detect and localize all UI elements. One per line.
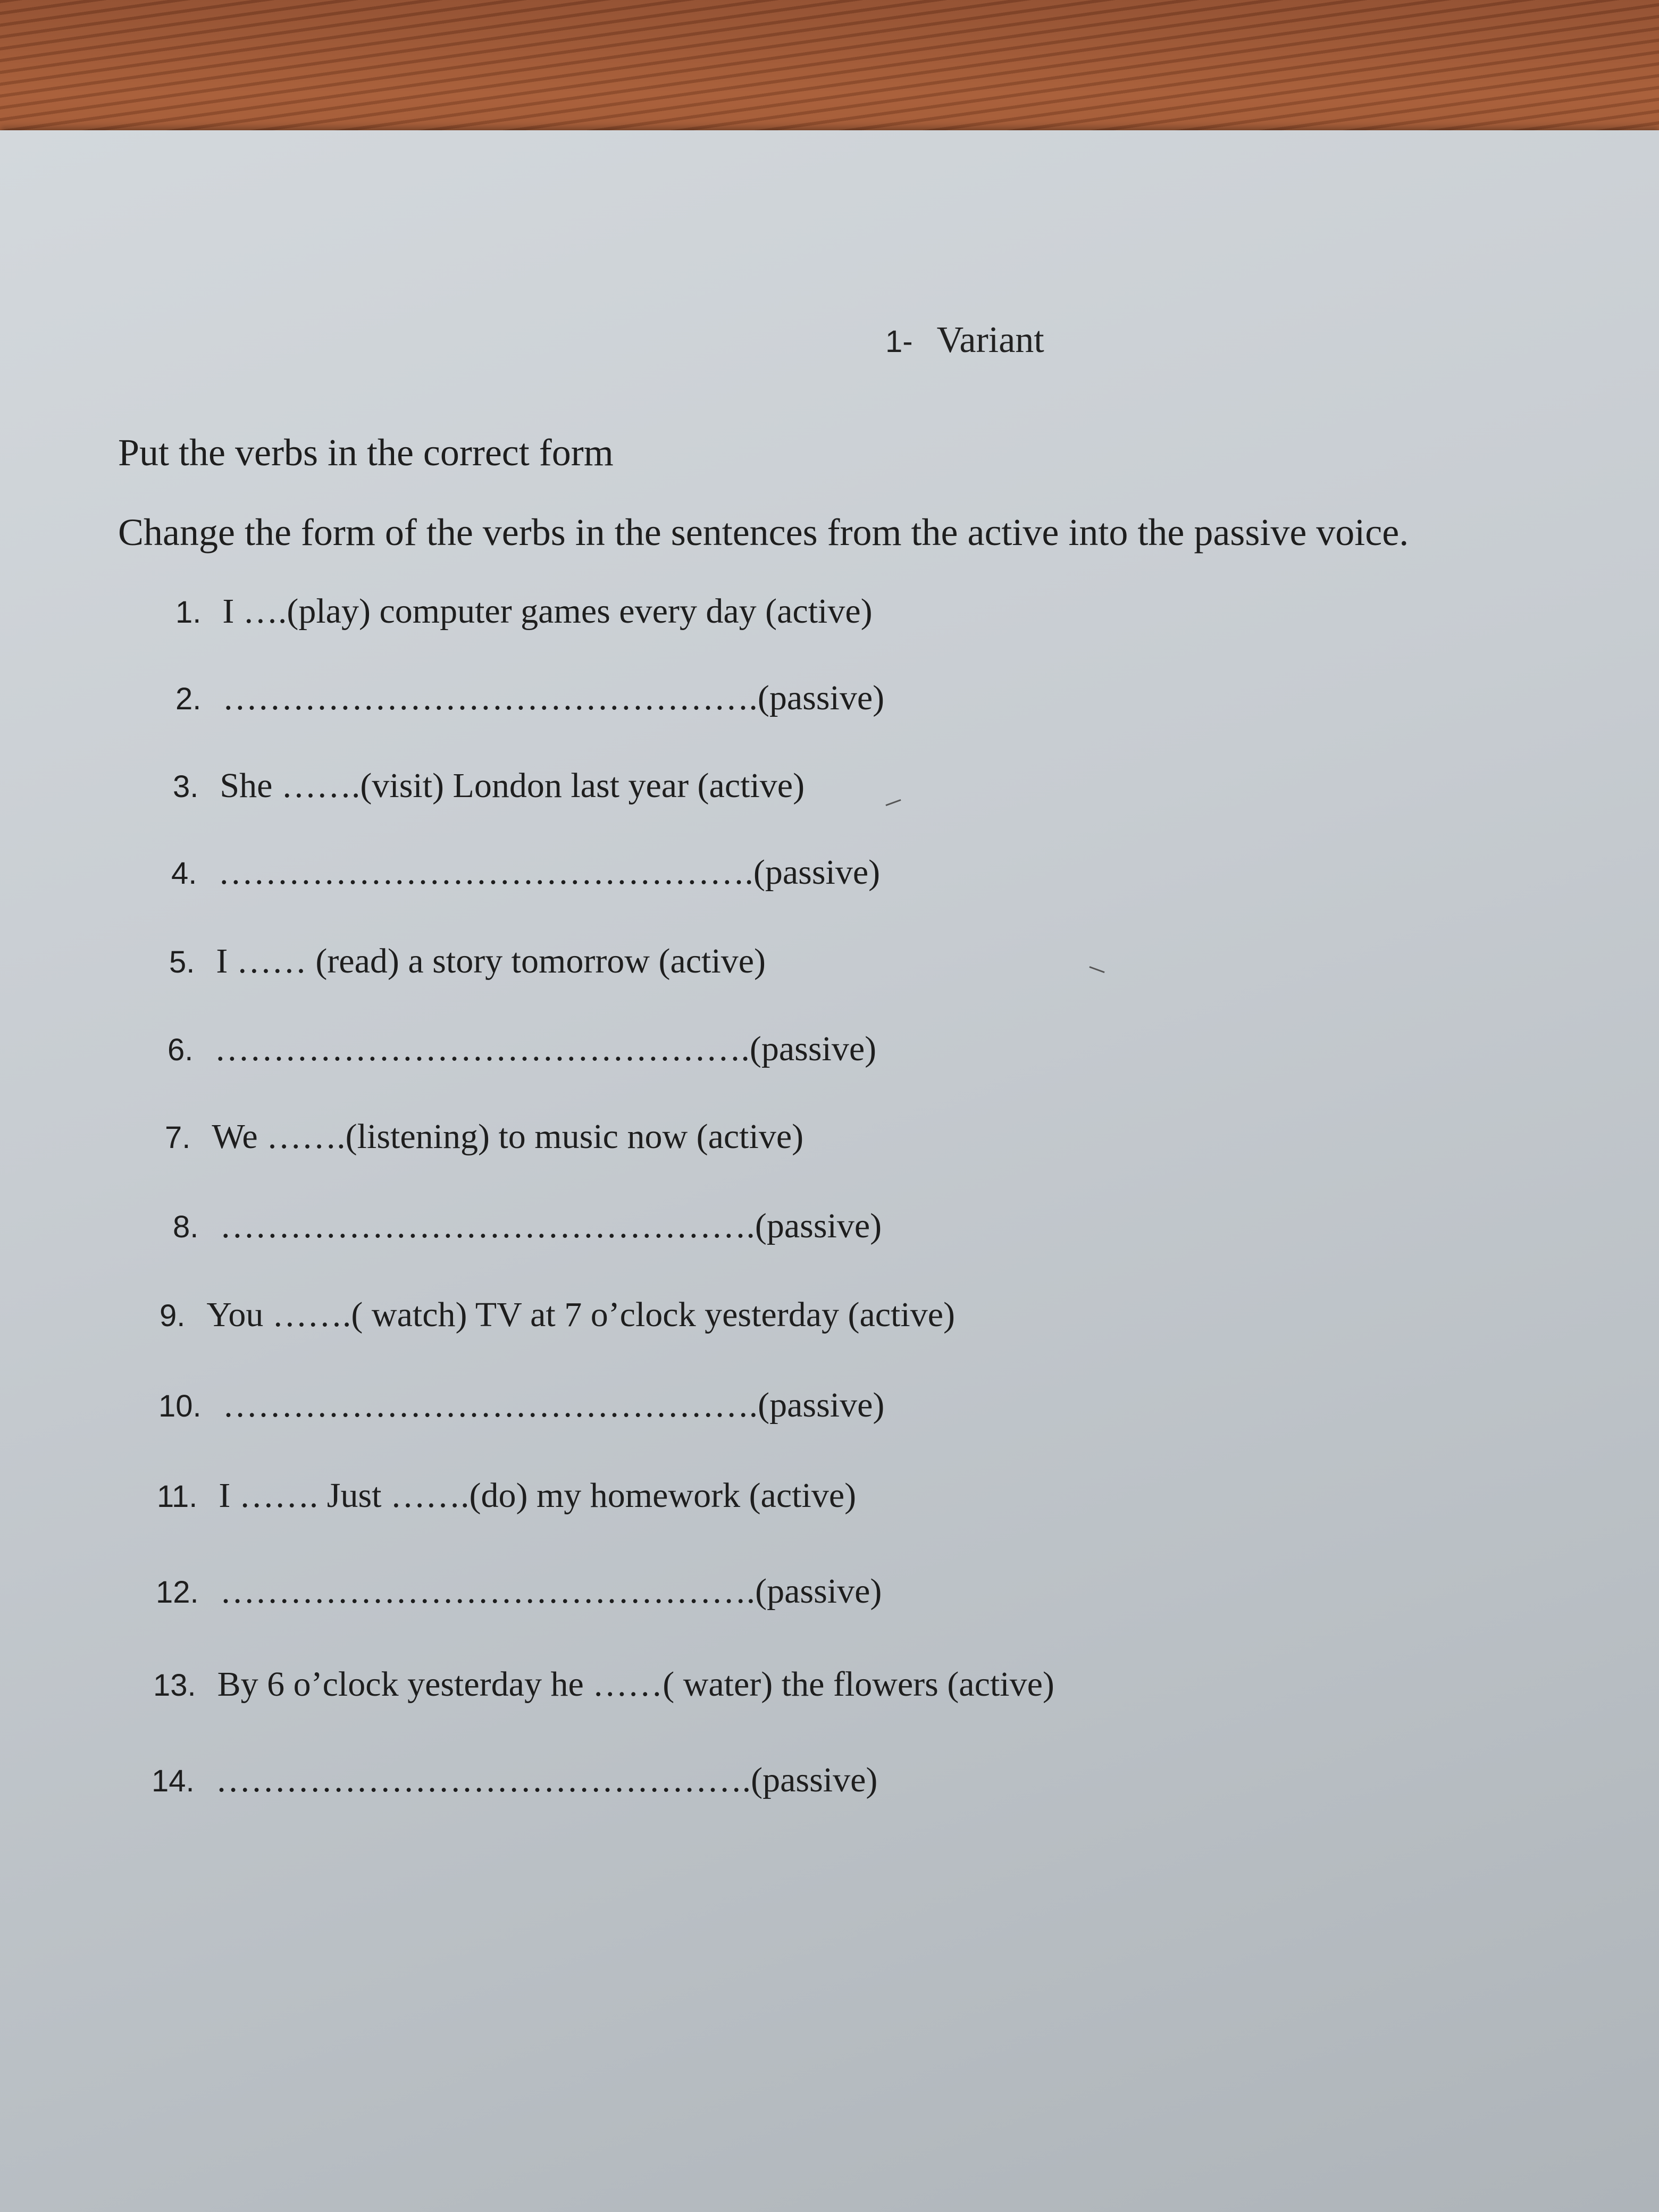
variant-label: Variant: [936, 320, 1044, 361]
exercise-item-11: [157, 1476, 856, 1516]
item-text: ……………………………………….(passive): [222, 1386, 885, 1425]
item-number: 4.: [171, 856, 197, 891]
item-number: 6.: [167, 1033, 194, 1067]
exercise-item-14: [152, 1760, 877, 1800]
item-text: I …… (read) a story tomorrow (active): [216, 942, 766, 981]
item-text: ……………………………………….(passive): [220, 1206, 882, 1245]
item-text: I ….(play) computer games every day (active): [222, 592, 873, 631]
item-number: 9.: [160, 1298, 186, 1333]
item-text: ……………………………………….(passive): [218, 853, 881, 892]
item-number: 1.: [175, 595, 202, 630]
item-number: 12.: [156, 1575, 199, 1610]
variant-number: 1-: [885, 324, 913, 359]
item-text: By 6 o’clock yesterday he ……( water) the flowers (active): [217, 1665, 1054, 1704]
item-number: 5.: [169, 945, 195, 979]
instruction-passive-voice: Change the form of the verbs in the sentences from the active into the passive voice.: [118, 511, 1409, 554]
item-number: 14.: [152, 1764, 195, 1798]
item-number: 8.: [173, 1210, 199, 1244]
exercise-item-2: [175, 678, 884, 718]
exercise-item-1: [175, 591, 873, 632]
item-text: ……………………………………….(passive): [220, 1572, 882, 1611]
item-number: 7.: [165, 1120, 191, 1155]
exercise-item-10: [158, 1385, 884, 1426]
item-number: 11.: [157, 1479, 198, 1514]
item-number: 13.: [153, 1668, 196, 1703]
item-text: ……………………………………….(passive): [214, 1029, 877, 1068]
variant-heading: [885, 319, 1044, 362]
exercise-item-13: [153, 1664, 1054, 1705]
item-text: We …….(listening) to music now (active): [212, 1117, 804, 1156]
item-text: ……………………………………….(passive): [215, 1761, 878, 1799]
item-number: 10.: [158, 1389, 202, 1423]
exercise-item-12: [156, 1571, 882, 1612]
exercise-item-5: [169, 941, 766, 982]
exercise-item-7: [165, 1117, 803, 1157]
instruction-correct-form: Put the verbs in the correct form: [118, 431, 614, 474]
item-text: You …….( watch) TV at 7 o’clock yesterday (active): [206, 1295, 955, 1334]
exercise-item-6: [167, 1029, 876, 1069]
exercise-item-8: [173, 1206, 882, 1246]
exercise-item-9: [160, 1295, 955, 1335]
item-number: 2.: [175, 682, 202, 716]
exercise-item-4: [171, 852, 880, 893]
item-text: ……………………………………….(passive): [222, 678, 885, 717]
item-number: 3.: [173, 769, 199, 804]
item-text: I ……. Just …….(do) my homework (active): [219, 1476, 857, 1515]
item-text: She …….(visit) London last year (active): [220, 766, 805, 805]
exercise-item-3: [173, 766, 805, 806]
